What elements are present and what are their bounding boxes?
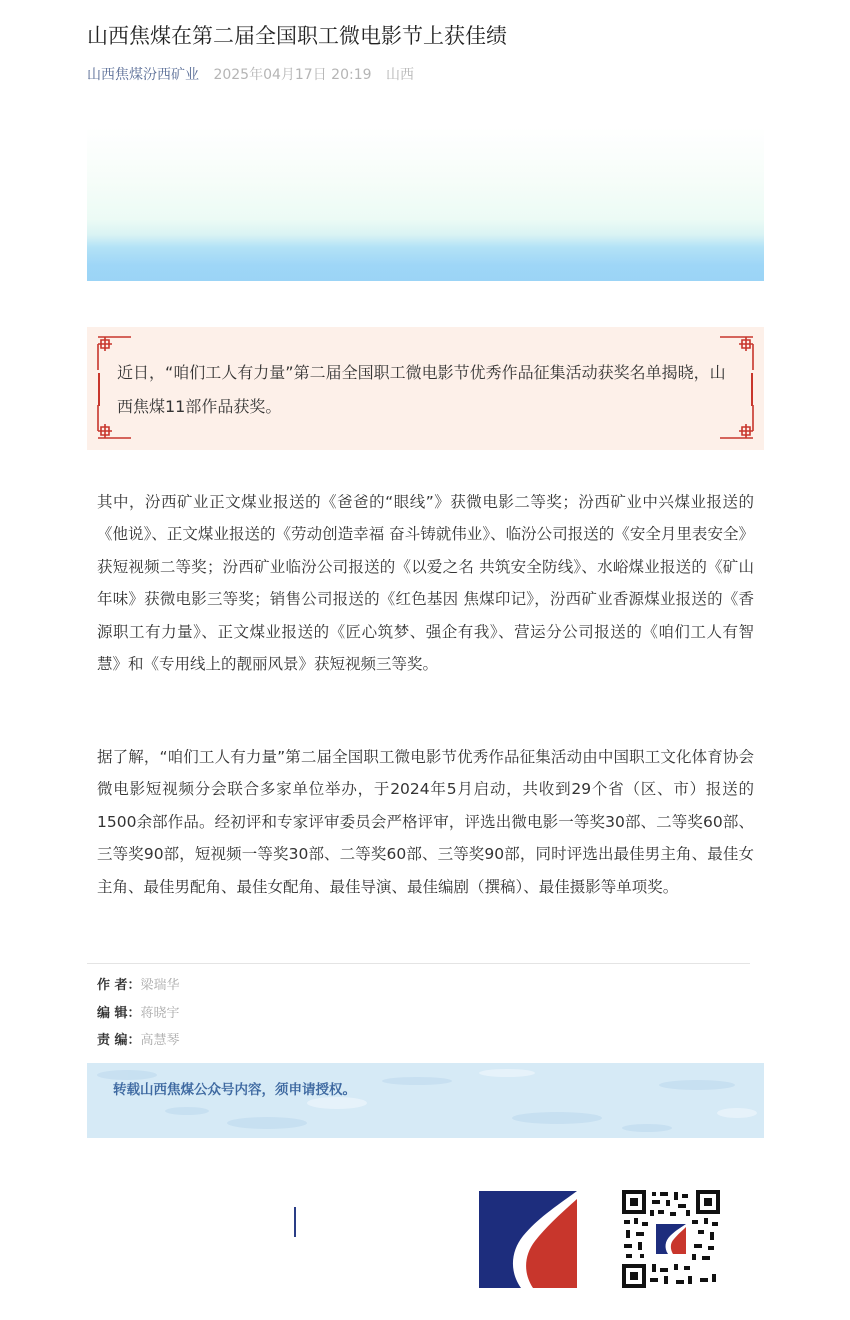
article-meta: [87, 64, 414, 86]
body-paragraph: 据了解，“咱们工人有力量”第二届全国职工微电影节优秀作品征集活动由中国职工文化体育协会微电影短视频分会联合多家单位举办，于2024年5月启动，共收到29个省（区、市）报送的1500余部作品。经初评和专家评审委员会严格评审，评选出微电影一等奖30部、二等奖60部、三等奖90部，短视频一等奖30部、二等奖60部、三等奖90部，同时评选出最佳男主角、最佳女主角、最佳男配角、最佳女配角、最佳导演、最佳编剧（撰稿）、最佳摄影等单项奖。: [97, 748, 754, 896]
credit-label: 编 辑：: [97, 1006, 141, 1021]
section-divider: [87, 963, 750, 964]
frame-line-left: [98, 373, 100, 406]
intro-box: [87, 327, 764, 450]
body-paragraph: 其中，汾西矿业正文煤业报送的《爸爸的“眼线”》获微电影二等奖；汾西矿业中兴煤业报送的《他说》、正文煤业报送的《劳动创造幸福 奋斗铸就伟业》、临汾公司报送的《安全月里表安全》获短视频二等奖；汾西矿业临汾公司报送的《以爱之名 共筑安全防线》、水峪煤业报送的《矿山年味》获微电影三等奖；销售公司报送的《红色基因 焦煤印记》，汾西矿业香源煤业报送的《香源职工有力量》、正文煤业报送的《匠心筑梦、强企有我》、营运分公司报送的《咱们工人有智慧》和《专用线上的靓丽风景》获短视频三等奖。: [97, 493, 754, 674]
article-title: 山西焦煤在第二届全国职工微电影节上获佳绩: [87, 24, 507, 48]
intro-text: 近日，“咱们工人有力量”第二届全国职工微电影节优秀作品征集活动获奖名单揭晓，山西焦煤11部作品获奖。: [117, 363, 726, 416]
credit-label: 作 者：: [97, 978, 141, 993]
credit-value: 高慧琴: [140, 1033, 180, 1048]
decorative-bar: [294, 1207, 296, 1237]
credit-value: 梁瑞华: [140, 978, 180, 993]
credit-chief-editor: [97, 1032, 180, 1050]
credit-label: 责 编：: [97, 1033, 141, 1048]
credit-author: [97, 977, 180, 995]
publish-location: 山西: [385, 67, 414, 83]
qr-code-icon[interactable]: [622, 1190, 720, 1288]
frame-line-right: [751, 373, 753, 406]
credit-editor: [97, 1005, 180, 1023]
shanxi-coking-coal-logo-icon: [479, 1191, 577, 1288]
reprint-notice: [87, 1063, 764, 1138]
credit-value: 蒋晓宇: [140, 1006, 180, 1021]
header-banner-image: [87, 127, 764, 281]
reprint-notice-text: 转载山西焦煤公众号内容，须申请授权。: [113, 1082, 356, 1098]
publish-date: 2025年04月17日 20:19: [213, 67, 372, 83]
account-name-link[interactable]: 山西焦煤汾西矿业: [87, 67, 199, 83]
